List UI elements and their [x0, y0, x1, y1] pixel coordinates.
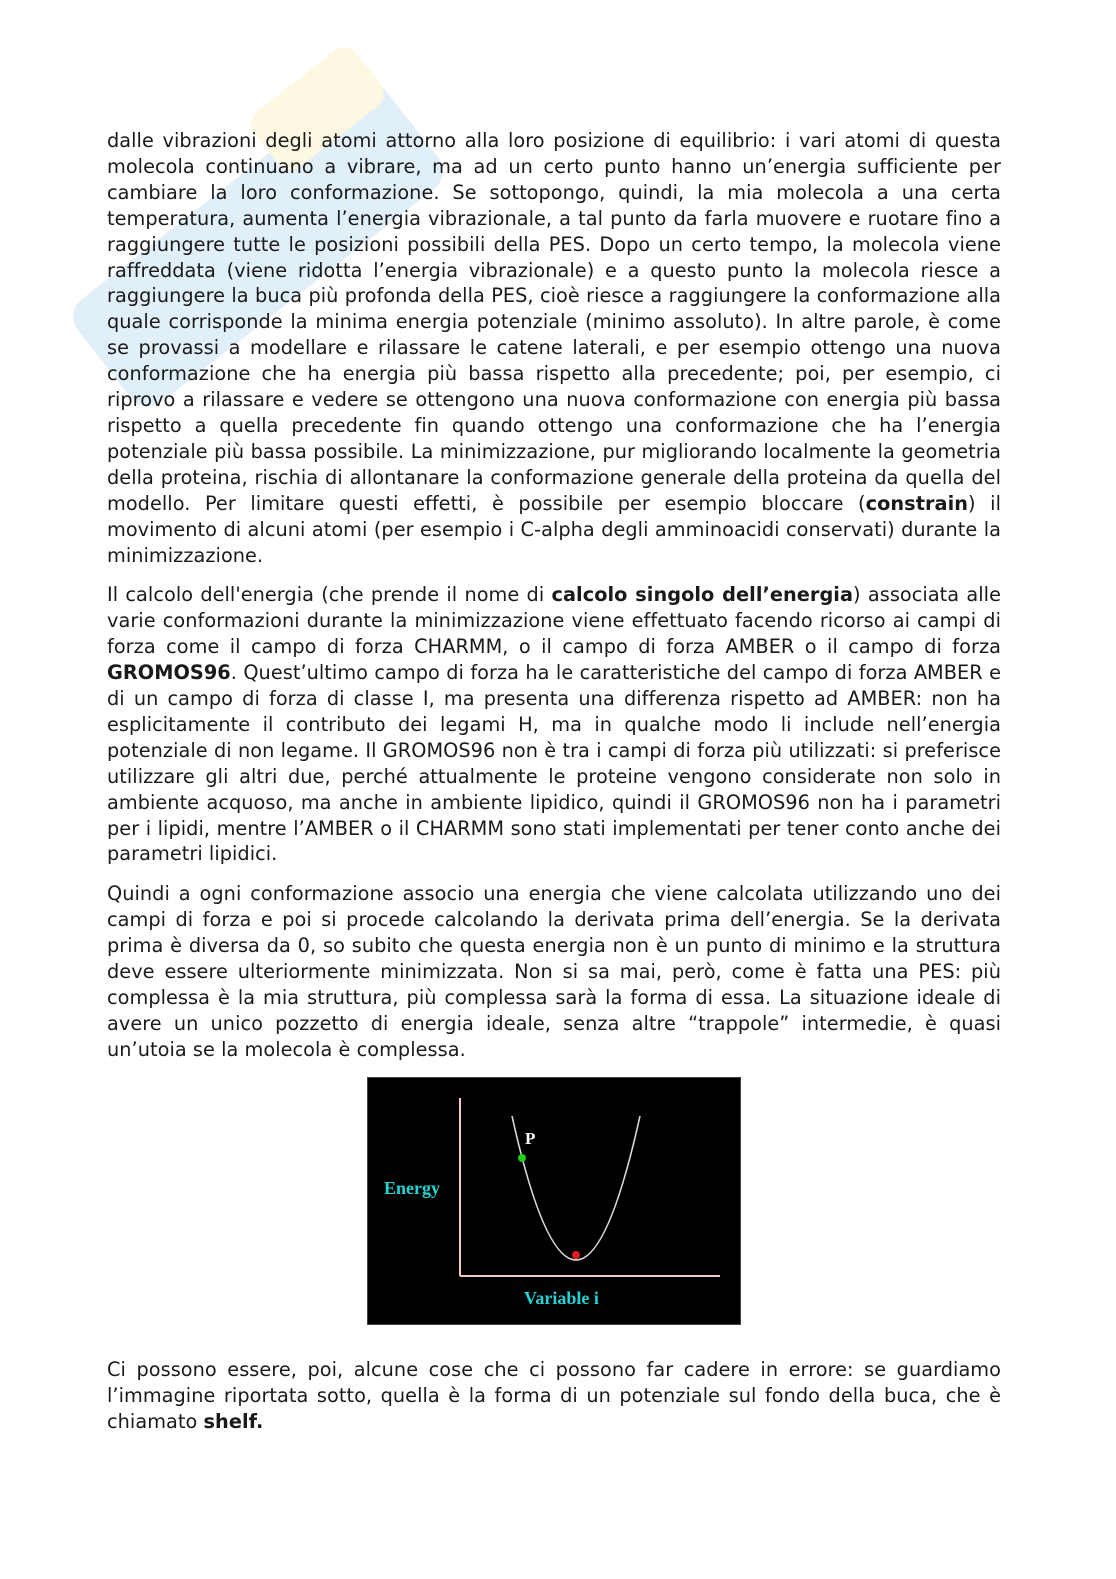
energy-well-svg — [368, 1078, 740, 1324]
y-axis-label: Energy — [384, 1177, 440, 1198]
paragraph-2 — [107, 582, 1001, 867]
term-shelf: shelf. — [203, 1409, 264, 1433]
paragraph-1-text-b: ) il movimento di alcuni atomi (per esempio i C-alpha degli amminoacidi conservati) durante la minimizzazione. — [107, 491, 1001, 567]
energy-well-figure — [367, 1077, 741, 1325]
point-p-label: P — [525, 1128, 536, 1148]
document-body — [107, 128, 1001, 1448]
minimum-marker — [572, 1251, 580, 1259]
point-p-marker — [518, 1154, 526, 1162]
paragraph-4-text: Ci possono essere, poi, alcune cose che ci possono far cadere in errore: se guardiamo l’immagine riportata sotto, quella è la forma di un potenziale sul fondo della buca, che è chiamato — [107, 1357, 1001, 1433]
term-constrain: constrain — [865, 491, 969, 515]
paragraph-1 — [107, 128, 1001, 568]
figure-container — [107, 1077, 1001, 1327]
paragraph-4 — [107, 1357, 1001, 1435]
term-calcolo-singolo: calcolo singolo dell’energia — [551, 583, 854, 607]
x-axis-label: Variable i — [524, 1287, 599, 1308]
paragraph-2-text-c: . Quest’ultimo campo di forza ha le caratteristiche del campo di forza AMBER e di un campo di forza di classe I, ma presenta una differenza rispetto ad AMBER: non ha esplicitamente il contributo dei legami H, ma in qualche modo li include nell’energia potenziale di non legame. Il GROMOS96 non è tra i campi di forza più utilizzati: si preferisce utilizzare gli altri due, perché attualmente le proteine vengono considerate non solo in ambiente acquoso, ma anche in ambiente lipidico, quindi il GROMOS96 non ha i parametri per i lipidi, mentre l’AMBER o il CHARMM sono stati implementati per tener conto anche dei parametri lipidici. — [107, 661, 1001, 866]
paragraph-1-text-a: dalle vibrazioni degli atomi attorno alla loro posizione di equilibrio: i vari atomi di questa molecola continuano a vibrare, ma ad un certo punto hanno un’energia sufficiente per cambiare la loro conformazione. Se sottopongo, quindi, la mia molecola a una certa temperatura, aumenta l’energia vibrazionale, a tal punto da farla muovere e ruotare fino a raggiungere tutte le posizioni possibili della PES. Dopo un certo tempo, la molecola viene raffreddata (viene ridotta l’energia vibrazionale) e a questo punto la molecola riesce a raggiungere la buca più profonda della PES, cioè riesce a raggiungere la conformazione alla quale corrisponde la minima energia potenziale (minimo assoluto). In altre parole, è come se provassi a modellare e rilassare le catene laterali, e per esempio ottengo una nuova conformazione che ha energia più bassa rispetto alla precedente; poi, per esempio, ci riprovo a rilassare e vedere se ottengono una nuova conformazione con energia più bassa rispetto a quella precedente fin quando ottengo una conformazione che ha l’energia potenziale più bassa possibile. La minimizzazione, pur migliorando localmente la geometria della proteina, rischia di allontanare la conformazione generale della proteina da quella del modello. Per limitare questi effetti, è possibile per esempio bloccare ( — [107, 129, 1001, 515]
term-gromos96: GROMOS96 — [107, 661, 231, 685]
paragraph-2-text-a: Il calcolo dell'energia (che prende il nome di — [107, 583, 552, 607]
paragraph-3: Quindi a ogni conformazione associo una energia che viene calcolata utilizzando uno dei campi di forza e poi si procede calcolando la derivata prima dell’energia. Se la derivata prima è diversa da 0, so subito che questa energia non è un punto di minimo e la struttura deve essere ulteriormente minimizzata. Non si sa mai, però, come è fatta una PES: più complessa è la mia struttura, più complessa sarà la forma di essa. La situazione ideale di avere un unico pozzetto di energia ideale, senza altre “trappole” intermedie, è quasi un’utoia se la molecola è complessa. — [107, 882, 1001, 1061]
paragraph-2-text-b: ) associata alle varie conformazioni durante la minimizzazione viene effettuato facendo ricorso ai campi di forza come il campo di forza CHARMM, o il campo di forza AMBER o il campo di forza — [107, 583, 1002, 659]
